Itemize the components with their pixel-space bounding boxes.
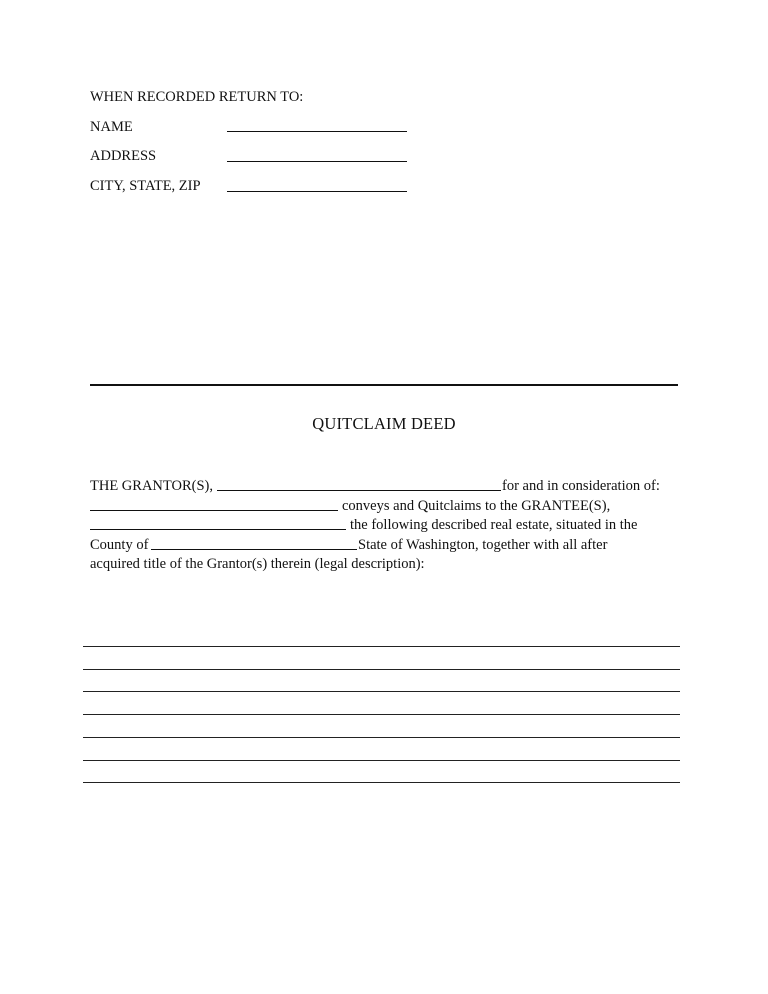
address-blank-field[interactable] (227, 161, 407, 162)
conveys-text: conveys and Quitclaims to the GRANTEE(S), (342, 498, 611, 514)
county-blank-field[interactable] (151, 549, 357, 550)
city-state-zip-blank-field[interactable] (227, 191, 407, 192)
legal-description-line[interactable] (83, 669, 680, 670)
address-label: ADDRESS (90, 148, 157, 164)
grantor-label: THE GRANTOR(S), (90, 478, 213, 494)
described-estate-text: the following described real estate, situated in the (350, 517, 638, 533)
section-divider (90, 384, 678, 386)
name-label: NAME (90, 119, 133, 135)
return-heading: WHEN RECORDED RETURN TO: (90, 89, 304, 105)
legal-description-line[interactable] (83, 714, 680, 715)
legal-description-line[interactable] (83, 646, 680, 647)
deed-title: QUITCLAIM DEED (312, 414, 456, 433)
state-text: State of Washington, together with all after (358, 537, 608, 553)
consideration-blank-field[interactable] (90, 510, 338, 511)
legal-description-line[interactable] (83, 737, 680, 738)
county-label: County of (90, 537, 149, 553)
acquired-title-text: acquired title of the Grantor(s) therein (legal description): (90, 556, 425, 572)
name-blank-field[interactable] (227, 131, 407, 132)
consideration-text: for and in consideration of: (502, 478, 660, 494)
legal-description-line[interactable] (83, 691, 680, 692)
grantee-blank-field[interactable] (90, 529, 346, 530)
grantor-blank-field[interactable] (217, 490, 501, 491)
legal-description-line[interactable] (83, 782, 680, 783)
legal-description-line[interactable] (83, 760, 680, 761)
city-state-zip-label: CITY, STATE, ZIP (90, 178, 201, 194)
